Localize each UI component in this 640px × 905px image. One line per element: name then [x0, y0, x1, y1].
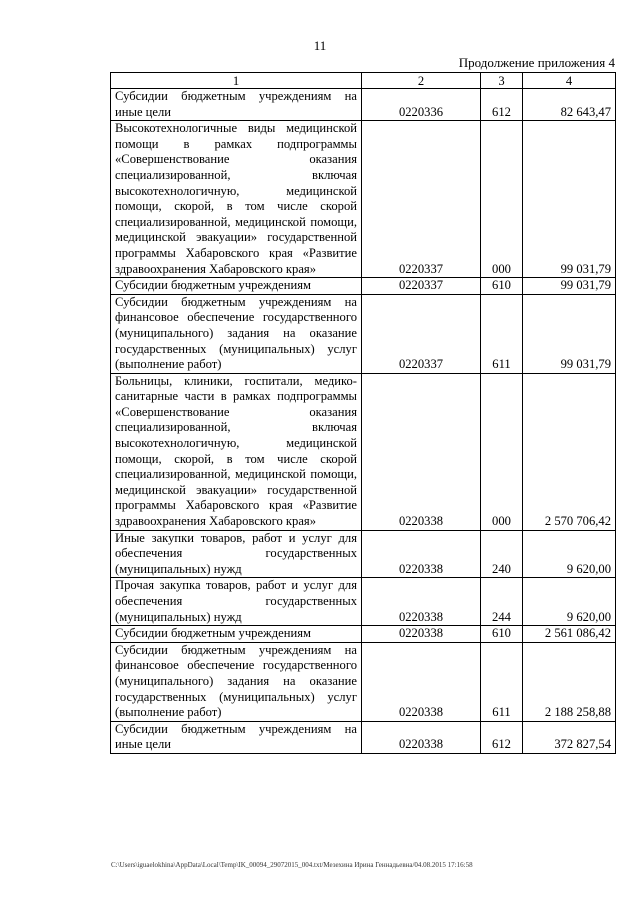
row-amount: 99 031,79 [523, 294, 616, 373]
row-amount: 9 620,00 [523, 530, 616, 578]
table-row [111, 294, 616, 373]
header-row [111, 73, 616, 89]
row-expense-type: 612 [481, 89, 523, 121]
column-header-1: 1 [111, 73, 362, 89]
row-amount: 82 643,47 [523, 89, 616, 121]
row-description: Субсидии бюджетным учреждениям на финансовое обеспечение государственного (муниципального) задания на оказание государственных (муниципальных) услуг (выполнение работ) [111, 642, 362, 721]
row-expense-type: 244 [481, 578, 523, 626]
row-description: Иные закупки товаров, работ и услуг для обеспечения государственных (муниципальных) нужд [111, 530, 362, 578]
row-target-code: 0220338 [362, 721, 481, 753]
table-row [111, 121, 616, 278]
row-target-code: 0220337 [362, 278, 481, 295]
row-description: Субсидии бюджетным учреждениям на иные цели [111, 89, 362, 121]
row-amount: 2 561 086,42 [523, 626, 616, 643]
row-description: Субсидии бюджетным учреждениям [111, 278, 362, 295]
row-target-code: 0220338 [362, 373, 481, 530]
table-row [111, 89, 616, 121]
table-row [111, 373, 616, 530]
row-description: Субсидии бюджетным учреждениям на финансовое обеспечение государственного (муниципального) задания на оказание государственных (муниципальных) услуг (выполнение работ) [111, 294, 362, 373]
row-expense-type: 000 [481, 121, 523, 278]
row-target-code: 0220338 [362, 578, 481, 626]
column-header-3: 3 [481, 73, 523, 89]
row-target-code: 0220338 [362, 642, 481, 721]
row-expense-type: 611 [481, 642, 523, 721]
row-amount: 99 031,79 [523, 278, 616, 295]
row-expense-type: 240 [481, 530, 523, 578]
row-expense-type: 610 [481, 626, 523, 643]
row-expense-type: 000 [481, 373, 523, 530]
footer-file-path: C:\Users\iguaelokhina\AppData\Local\Temp\IK_00094_29072015_004.txt/Мезехина Ирина Геннадьевна/04.08.2015 17:16:58 [111, 861, 473, 869]
table-row [111, 530, 616, 578]
table-row [111, 278, 616, 295]
row-expense-type: 612 [481, 721, 523, 753]
row-target-code: 0220338 [362, 530, 481, 578]
row-target-code: 0220338 [362, 626, 481, 643]
table-row [111, 578, 616, 626]
row-amount: 2 570 706,42 [523, 373, 616, 530]
column-header-2: 2 [362, 73, 481, 89]
row-amount: 2 188 258,88 [523, 642, 616, 721]
table-row [111, 721, 616, 753]
row-target-code: 0220337 [362, 121, 481, 278]
table-row [111, 642, 616, 721]
row-description: Субсидии бюджетным учреждениям на иные цели [111, 721, 362, 753]
budget-table [110, 72, 616, 754]
column-header-4: 4 [523, 73, 616, 89]
row-amount: 372 827,54 [523, 721, 616, 753]
row-expense-type: 611 [481, 294, 523, 373]
row-description: Субсидии бюджетным учреждениям [111, 626, 362, 643]
page-number: 11 [313, 38, 327, 53]
row-description: Прочая закупка товаров, работ и услуг для обеспечения государственных (муниципальных) нужд [111, 578, 362, 626]
row-amount: 9 620,00 [523, 578, 616, 626]
row-target-code: 0220337 [362, 294, 481, 373]
table-row [111, 626, 616, 643]
continuation-label: Продолжение приложения 4 [458, 55, 615, 70]
row-description: Больницы, клиники, госпитали, медико-санитарные части в рамках подпрограммы «Совершенствование оказания специализированной, включая высокотехнологичную, медицинской помощи, скорой, в том числе скорой специализированной, медицинской помощи, медицинской эвакуации» государственной программы Хабаровского края «Развитие здравоохранения Хабаровского края» [111, 373, 362, 530]
row-target-code: 0220336 [362, 89, 481, 121]
row-expense-type: 610 [481, 278, 523, 295]
row-amount: 99 031,79 [523, 121, 616, 278]
row-description: Высокотехнологичные виды медицинской помощи в рамках подпрограммы «Совершенствование оказания специализированной, включая высокотехнологичную, медицинской помощи, скорой, в том числе скорой специализированной, медицинской помощи, медицинской эвакуации» государственной программы Хабаровского края «Развитие здравоохранения Хабаровского края» [111, 121, 362, 278]
